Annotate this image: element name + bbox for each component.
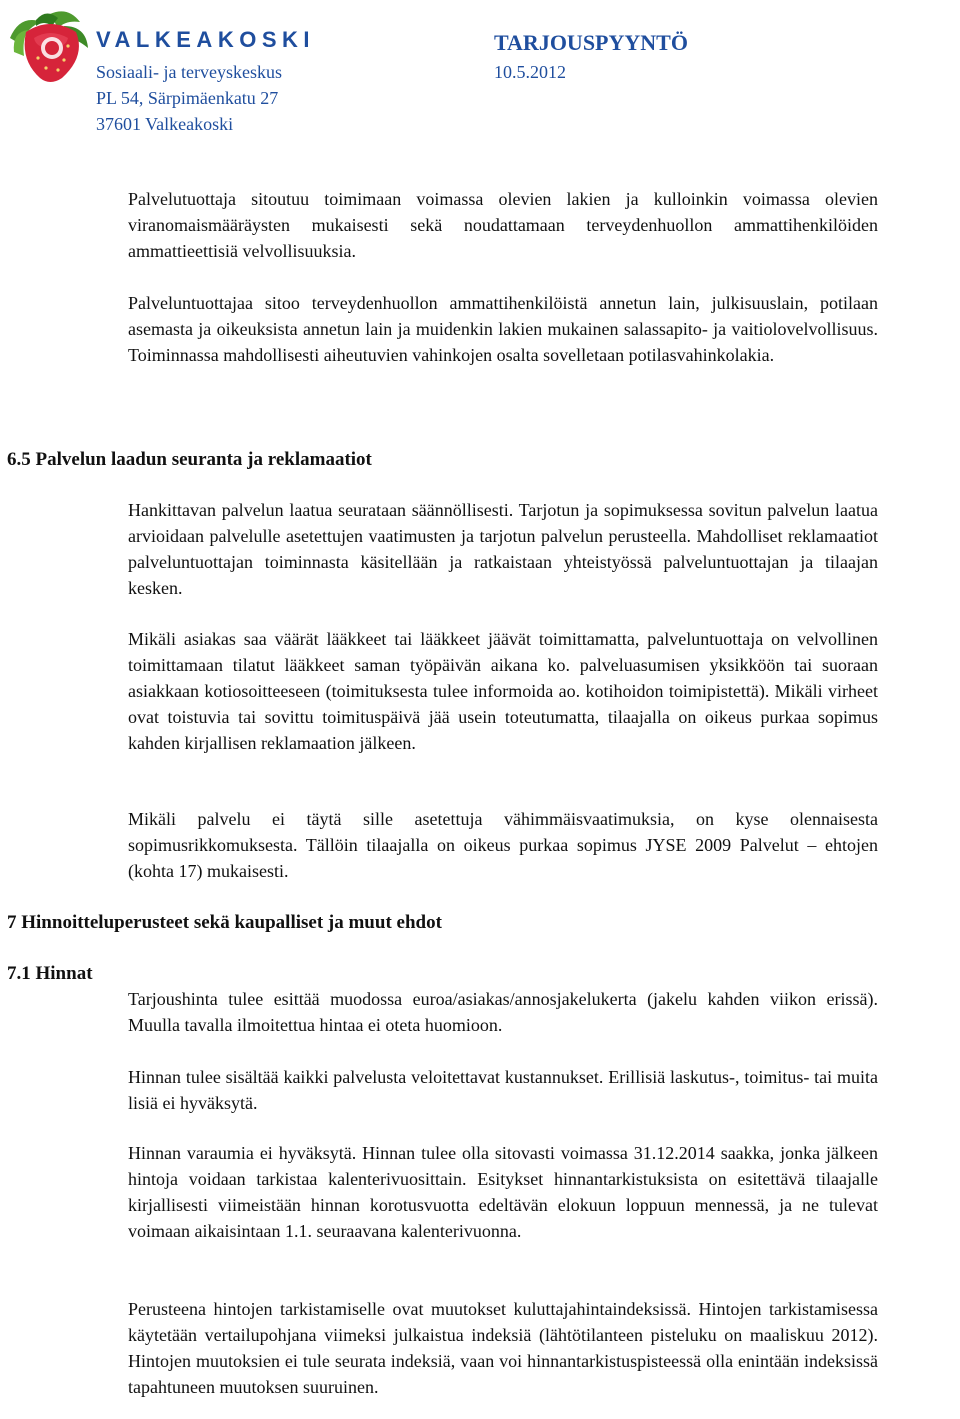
section-heading-7-1: 7.1 Hinnat [7,963,93,984]
paragraph-price-inclusions: Hinnan tulee sisältää kaikki palvelusta veloitettavat kustannukset. Erillisiä laskutus-, toimitus- tai muita lisiä ei hyväksytä. [128,1067,878,1113]
paragraph-quality-monitoring: Hankittavan palvelun laatua seurataan säännöllisesti. Tarjotun ja sopimuksessa sovitun palvelun laatua arvioidaan palvelulle asetettujen vaatimusten ja tarjotun palvelun perusteella. Mahdolliset reklamaatiot palveluntuottajan toiminnasta käsitellään ja ratkaistaan yhteistyössä palveluntuottajan ja tilaajan kesken. [128,500,878,598]
paragraph-breach-of-contract: Mikäli palvelu ei täytä sille asetettuja vähimmäisvaatimuksia, on kyse olennaisesta sopimusrikkomuksesta. Tällöin tilaajalla on oikeus purkaa sopimus JYSE 2009 Palvelut – ehtojen (kohta 17) mukaisesti. [128,809,878,881]
address-line-1: PL 54, Särpimäenkatu 27 [96,88,279,108]
document-type: TARJOUSPYYNTÖ [494,30,688,55]
address-line-2: 37601 Valkeakoski [96,114,234,134]
paragraph-wrong-medication: Mikäli asiakas saa väärät lääkkeet tai lääkkeet jäävät toimittamatta, palveluntuottaja on velvollinen toimittamaan tilatut lääkkeet saman työpäivän aikana ko. palveluasumisen yksikköön tai suoraan asiakkaan kotiosoitteeseen (toimituksesta tulee informoida ao. kotihoidon toimipistettä). Mikäli virheet ovat toistuvia tai sovittu toimituspäivä jää usein toteutumatta, tilaajalla on oikeus purkaa sopimus kahden kirjallisen reklamaation jälkeen. [128,629,878,753]
paragraph-obligations: Palvelutuottaja sitoutuu toimimaan voimassa olevien lakien ja kulloinkin voimassa olevien viranomaismääräysten mukaisesti sekä noudattamaan terveydenhuollon ammattihenkilöiden ammattieettisiä velvollisuuksia. [128,189,878,261]
section-heading-7: 7 Hinnoitteluperusteet sekä kaupalliset ja muut ehdot [7,912,442,933]
paragraph-price-reservations: Hinnan varaumia ei hyväksytä. Hinnan tulee olla sitovasti voimassa 31.12.2014 saakka, jonka jälkeen hintoja voidaan tarkistaa kalenterivuosittain. Esitykset hinnantarkistuksista on esitettävä tilaajalle kirjallisesti viimeistään hinnan korotusvuotta edeltävän elokuun loppuun mennessä, ja ne tulevat voimaan aikaisintaan 1.1. seuraavana kalenterivuonna. [128,1143,878,1241]
paragraph-price-adjustment: Perusteena hintojen tarkistamiselle ovat muutokset kuluttajahintaindeksissä. Hintojen tarkistamisessa käytetään vertailupohjana viimeksi julkaistua indeksiä (lähtötilanteen pisteluku on maaliskuu 2012). Hintojen muutoksien ei tule seurata indeksiä, vaan voi hinnantarkistuspisteessä olla enintään indeksissä tapahtuneen muutoksen suuruinen. [128,1299,878,1397]
section-heading-6-5: 6.5 Palvelun laadun seuranta ja reklamaatiot [7,449,372,470]
paragraph-price-format: Tarjoushinta tulee esittää muodossa euroa/asiakas/annosjakelukerta (jakelu kahden viikon erissä). Muulla tavalla ilmoitettua hintaa ei oteta huomioon. [128,989,878,1035]
strawberry-logo-icon [6,4,92,84]
document-date: 10.5.2012 [494,62,566,82]
department-name: Sosiaali- ja terveyskeskus [96,62,282,82]
brand-name: VALKEAKOSKI [96,27,315,52]
paragraph-confidentiality: Palveluntuottajaa sitoo terveydenhuollon ammattihenkilöistä annetun lain, julkisuuslain, potilaan asemasta ja oikeuksista annetun lain ja muidenkin lakien mukainen salassapito- ja vaitiolovelvollisuus. Toiminnassa mahdollisesti aiheutuvien vahinkojen osalta sovelletaan potilasvahinkolakia. [128,293,878,365]
